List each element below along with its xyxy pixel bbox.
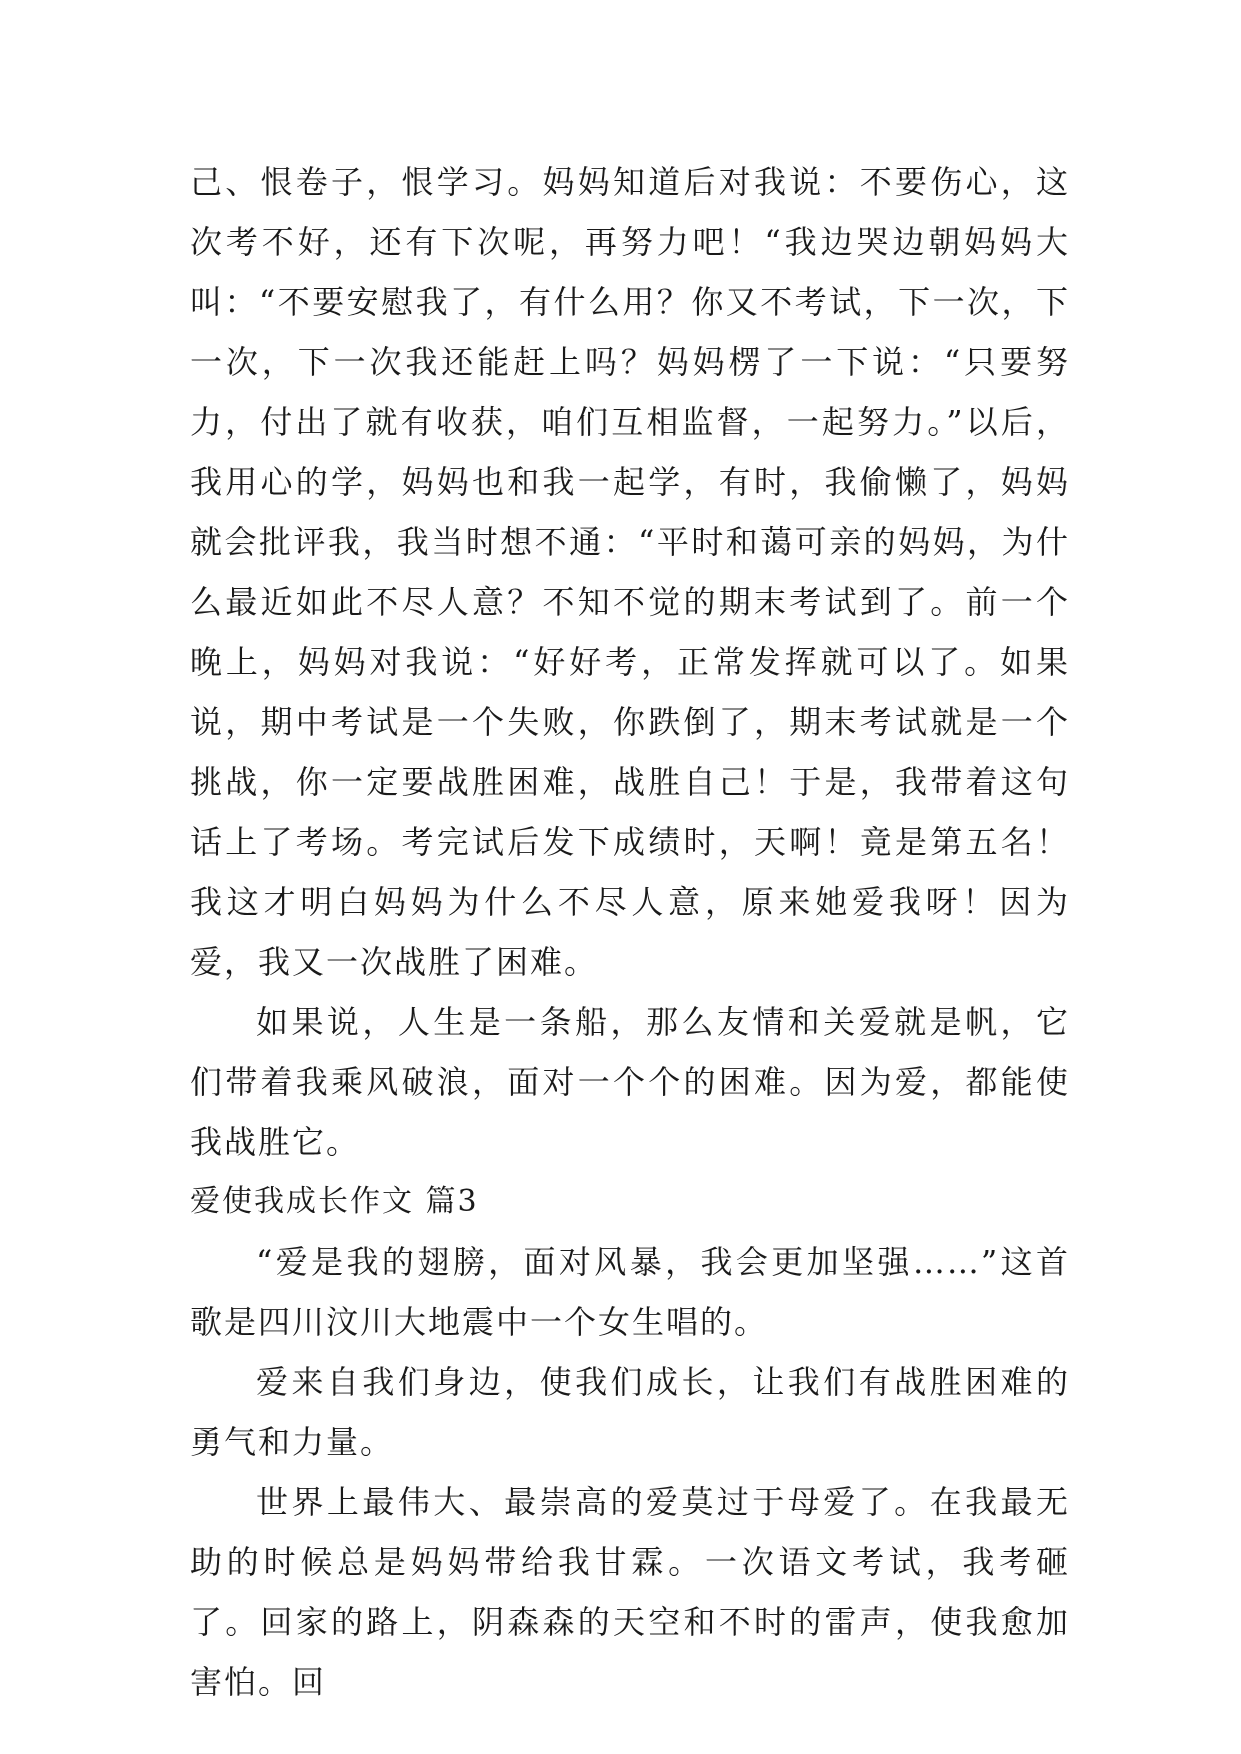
paragraph-2: 如果说，人生是一条船，那么友情和关爱就是帆，它们带着我乘风破浪，面对一个个的困难。因为爱，都能使我战胜它。 [190, 1003, 1070, 1161]
document-body [190, 152, 1070, 1712]
paragraph-1: 己、恨卷子，恨学习。妈妈知道后对我说：不要伤心，这次考不好，还有下次呢，再努力吧！“我边哭边朝妈妈大叫：“不要安慰我了，有什么用？你又不考试，下一次，下一次，下一次我还能赶上吗？妈妈楞了一下说：“只要努力，付出了就有收获，咱们互相监督，一起努力。”以后，我用心的学，妈妈也和我一起学，有时，我偷懒了，妈妈就会批评我，我当时想不通：“平时和蔼可亲的妈妈，为什么最近如此不尽人意？不知不觉的期末考试到了。前一个晚上，妈妈对我说：“好好考，正常发挥就可以了。如果说，期中考试是一个失败，你跌倒了，期末考试就是一个挑战，你一定要战胜困难，战胜自己！于是，我带着这句话上了考场。考完试后发下成绩时，天啊！竟是第五名！我这才明白妈妈为什么不尽人意，原来她爱我呀！因为爱，我又一次战胜了困难。 [190, 163, 1070, 981]
paragraph-4: 爱来自我们身边，使我们成长，让我们有战胜困难的勇气和力量。 [190, 1363, 1070, 1461]
section-heading: 爱使我成长作文 篇3 [190, 1184, 479, 1219]
paragraph-5: 世界上最伟大、最崇高的爱莫过于母爱了。在我最无助的时候总是妈妈带给我甘霖。一次语文考试，我考砸了。回家的路上，阴森森的天空和不时的雷声，使我愈加害怕。回 [190, 1483, 1070, 1701]
paragraph-3: “爱是我的翅膀，面对风暴，我会更加坚强……”这首歌是四川汶川大地震中一个女生唱的。 [190, 1243, 1070, 1341]
